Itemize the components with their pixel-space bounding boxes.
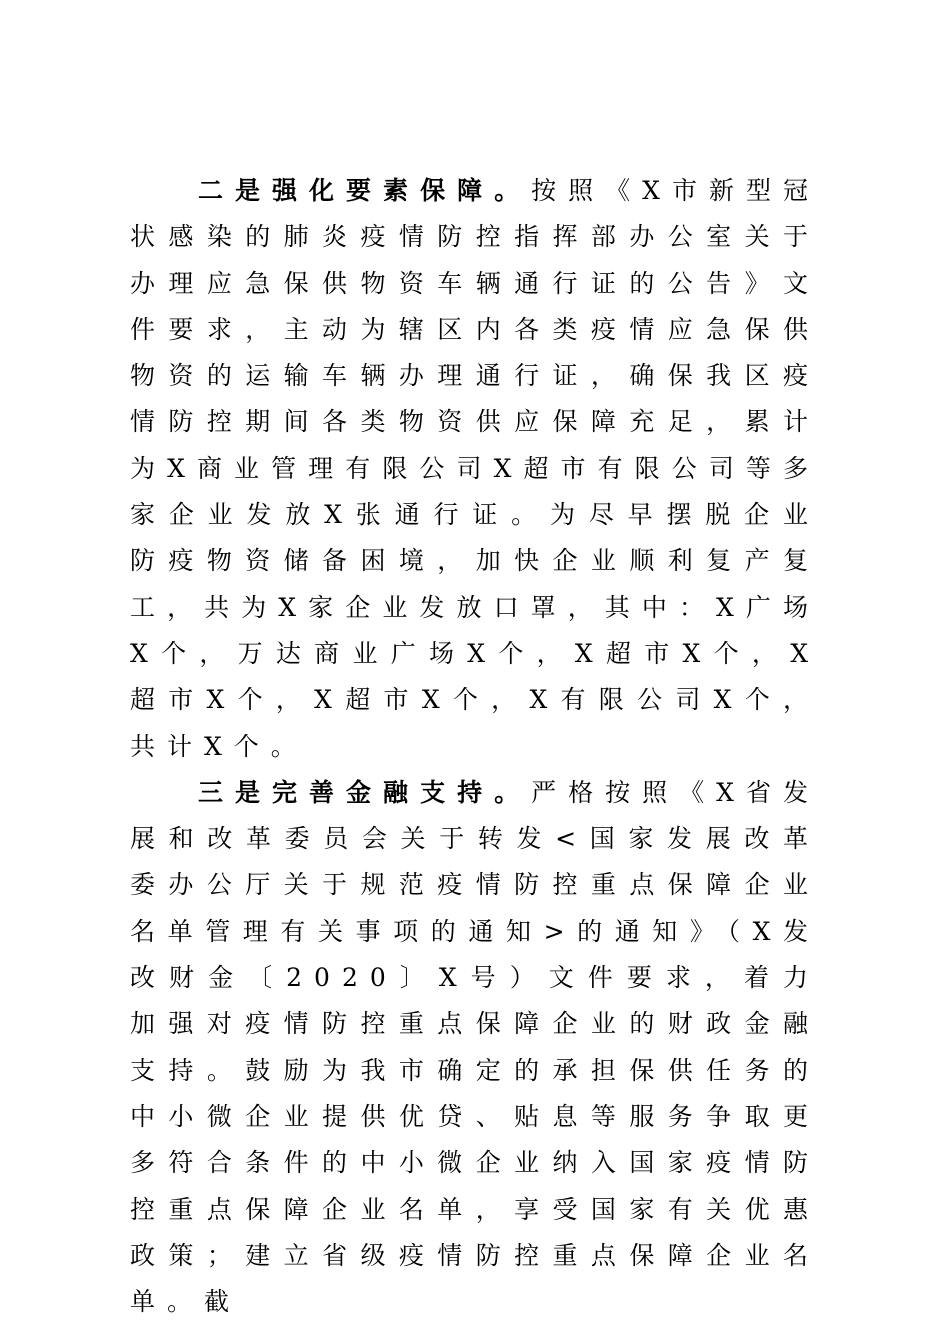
paragraph-lead-heading: 二是强化要素保障。 — [198, 176, 532, 205]
paragraph-financial-support — [130, 770, 820, 1326]
paragraph-body-text: 严格按照《X省发展和改革委员会关于转发<国家发展改革委办公厅关于规范疫情防控重点保障企业名单管理有关事项的通知>的通知》（X发改财金〔2020〕X号）文件要求，着力加强对疫情防控重点保障企业的财政金融支持。鼓励为我市确定的承担保供任务的中小微企业提供优贷、贴息等服务争取更多符合条件的中小微企业纳入国家疫情防控重点保障企业名单，享受国家有关优惠政策；建立省级疫情防控重点保障企业名单。截 — [130, 777, 820, 1317]
paragraph-body-text: 按照《X市新型冠状感染的肺炎疫情防控指挥部办公室关于办理应急保供物资车辆通行证的公告》文件要求，主动为辖区内各类疫情应急保供物资的运输车辆办理通行证，确保我区疫情防控期间各类物资供应保障充足，累计为X商业管理有限公司X超市有限公司等多家企业发放X张通行证。为尽早摆脱企业防疫物资储备困境，加快企业顺利复产复工，共为X家企业发放口罩，其中：X广场X个，万达商业广场X个，X超市X个，X超市X个，X超市X个，X有限公司X个，共计X个。 — [130, 176, 820, 761]
paragraph-lead-heading: 三是完善金融支持。 — [198, 777, 532, 807]
paragraph-element-guarantee — [130, 168, 820, 770]
document-page — [130, 168, 820, 1325]
